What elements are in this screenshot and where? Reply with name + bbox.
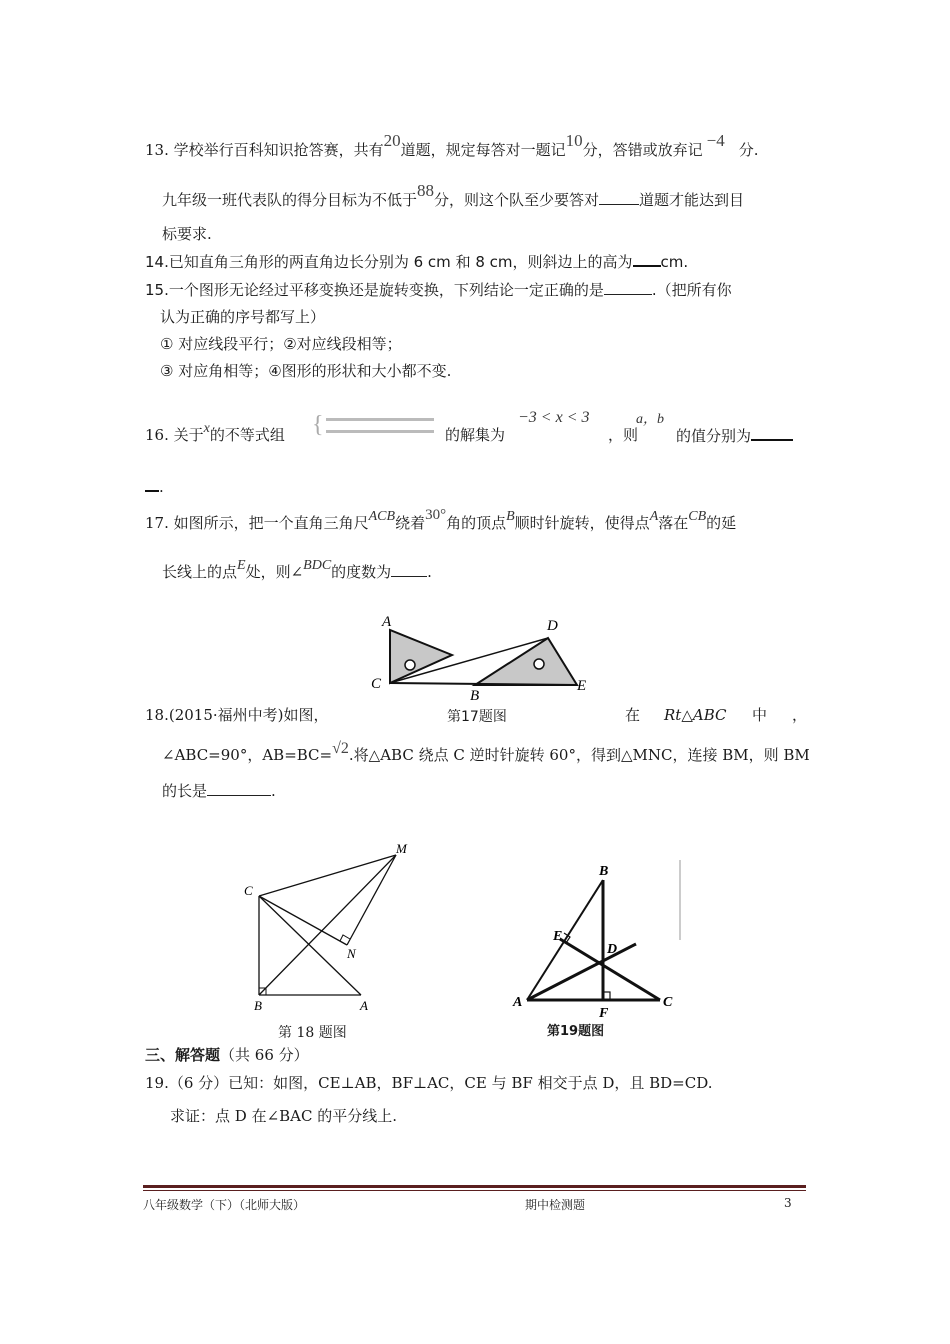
q13-text-d: 分. [738,141,759,159]
q16-text-c: 的解集为 [445,426,506,444]
q13-n2: 10 [565,131,583,150]
q16-inequality: −3 < x < 3 [518,409,590,426]
q19-line2 [170,1106,397,1126]
footer-page [784,1196,792,1210]
q13-text-e: 九年级一班代表队的得分目标为不低于 [162,191,418,209]
q18-text-d: 中 [752,706,768,724]
figure-17 [365,610,605,700]
q15-text-a: 15.一个图形无论经过平移变换还是旋转变换，下列结论一定正确的是 [145,281,604,299]
q13-text-g: 道题才能达到目 [639,191,745,209]
footer-rule-thick [143,1185,806,1188]
q14-line [145,251,688,272]
fig18-label-n: N [347,946,356,961]
q18-sqrt2: √2 [332,740,349,757]
q19-line1 [145,1073,712,1093]
q16-text-b: 的不等式组 [209,426,285,444]
q15-option-line1: ① 对应线段平行；②对应线段相等； [160,335,402,353]
q17-bdc: BDC [303,558,332,573]
fig18-label-b: B [254,998,262,1013]
q13-text-a: 13. 学校举行百科知识抢答赛，共有 [145,141,384,159]
q16-solution-label [445,425,505,445]
figure-18 [240,838,430,1018]
fig19-label-f: F [599,1006,609,1021]
q15-line1 [145,280,732,300]
fig19-label-c: C [663,995,673,1010]
footer-left [143,1196,305,1213]
q17-E: E [237,558,246,573]
fig17-hole-left [405,660,415,670]
q17-line2 [162,558,432,584]
fig19-label-d: D [607,942,618,957]
fig17-caption [447,707,507,727]
q16-line2 [145,476,164,497]
q16-line1 [145,421,285,447]
q16-ab [636,408,664,430]
q16-ab-vars: a，b [636,412,664,427]
fig19-caption-text: 第19题图 [547,1024,605,1039]
q13-text-b: 道题，规定每答对一题记 [400,141,566,159]
fig19-label-b: B [599,864,609,879]
q15-line3 [160,334,402,354]
q15-blank[interactable] [604,280,652,295]
q17-text-h: 处，则∠ [245,563,304,581]
fig17-triangle-acb [390,630,452,683]
q15-line4 [160,361,451,381]
q17-text-g: 长线上的点 [162,563,238,581]
q17-text-f: 的延 [706,514,737,532]
q17-text-a: 17. 如图所示，把一个直角三角尺 [145,514,369,532]
fig19-caption [547,1020,604,1039]
fig18-caption-text: 第 18 题图 [278,1025,347,1041]
q13-text-c: 分，答错或放弃记 [582,141,703,159]
q13-n1: 20 [383,131,401,150]
q16-text-d: ，则 [608,426,639,444]
q16-then [608,425,638,445]
q17-deg: 30° [425,507,447,523]
q18-line1 [145,705,329,725]
q18-text-a: 18.(2015·福州中考)如图， [145,706,329,724]
q18-rt [664,705,726,725]
q18-blank[interactable] [207,781,271,796]
fig17-label-d: D [547,618,558,634]
q17-acb: ACB [368,509,396,524]
q13-text-f: 分，则这个队至少要答对 [434,191,600,209]
fig18-caption [278,1022,347,1042]
section3-note: （共 66 分） [220,1046,309,1064]
fig18-label-m: M [396,841,407,856]
q17-text-i: 的度数为 [331,563,392,581]
q18-text-b: 在 [625,706,641,724]
figure-19 [508,860,688,1045]
q16-inequality-system-image [310,410,440,440]
q16-solution-set [518,407,590,428]
fig19-label-e: E [553,929,563,944]
section3-title: 三、解答题 [145,1046,221,1064]
svg-text:{: { [312,412,324,438]
q17-blank[interactable] [391,562,427,577]
q17-text-c: 角的顶点 [446,514,507,532]
q16-text-f: . [159,478,164,496]
fig18-label-a: A [360,998,368,1013]
q14-text-b: cm. [660,253,689,271]
q17-A: A [649,509,659,524]
fig17-label-c: C [371,676,382,692]
q15-text-c: 认为正确的序号都写上） [160,308,326,326]
footer-center-text: 期中检测题 [525,1198,586,1212]
q13-blank[interactable] [599,190,639,205]
q18-text-c: Rt△ABC [664,706,727,724]
footer-center [525,1196,585,1213]
fig17-hole-right [534,659,544,669]
q14-blank[interactable] [633,251,661,267]
q17-line1 [145,507,737,535]
q16-text-a: 16. 关于 [145,426,204,444]
q13-n4: 88 [417,181,435,200]
fig19-label-a: A [513,995,523,1010]
q17-text-j: . [427,563,432,581]
q16-blank[interactable] [751,425,793,441]
q18-text-e: ， [792,706,808,724]
q17-text-b: 绕着 [395,514,426,532]
q18-text-i: 的长是 [162,782,208,800]
q16-values [676,425,793,446]
q14-text-a: 14.已知直角三角形的两直角边长分别为 6 cm 和 8 cm，则斜边上的高为 [145,253,633,271]
q18-zhong [752,705,767,725]
q18-line2 [162,740,810,766]
q13-n3: −4 [706,131,725,150]
q17-CB: CB [688,509,707,524]
q18-text-j: . [271,782,276,800]
q16-x: x [203,421,210,436]
section3-heading [145,1045,309,1065]
q18-text-h: .将△ABC 绕点 C 逆时针旋转 60°，得到△MNC，连接 BM，则 BM [348,746,810,764]
q16-text-e: 的值分别为 [676,427,752,445]
footer-rule-thin [143,1190,806,1191]
fig17-triangle-dbe [475,638,577,685]
q17-B: B [506,509,515,524]
q18-line3 [162,781,276,801]
fig17-caption-text: 第17题图 [447,709,507,725]
fig17-label-a: A [382,614,392,630]
fig17-label-e: E [577,678,587,694]
fig17-label-b: B [470,688,480,700]
footer-left-text: 八年级数学（下）（北师大版） [143,1198,306,1212]
q17-text-d: 顺时针旋转，使得点 [514,514,650,532]
fig18-label-c: C [244,883,253,898]
q19-text-b: 求证：点 D 在∠BAC 的平分线上. [170,1107,398,1125]
q17-text-e: 落在 [658,514,689,532]
q13-text-h: 标要求. [162,225,212,243]
q15-text-b: .（把所有你 [651,281,732,299]
q13-line1 [145,131,759,160]
q18-comma [792,705,807,725]
q19-text-a: 19.（6 分）已知：如图，CE⊥AB，BF⊥AC，CE 与 BF 相交于点 D，且 BD=CD. [145,1074,713,1092]
q15-option-line2: ③ 对应角相等；④图形的形状和大小都不变. [160,362,452,380]
q13-line2 [162,181,745,210]
q16-blank-cont[interactable] [145,476,159,492]
q15-line2 [160,307,325,327]
q18-text-f: ∠ABC=90°，AB=BC= [162,746,333,764]
q18-in [625,705,640,725]
page-number: 3 [784,1196,792,1210]
q13-line3 [162,224,212,244]
